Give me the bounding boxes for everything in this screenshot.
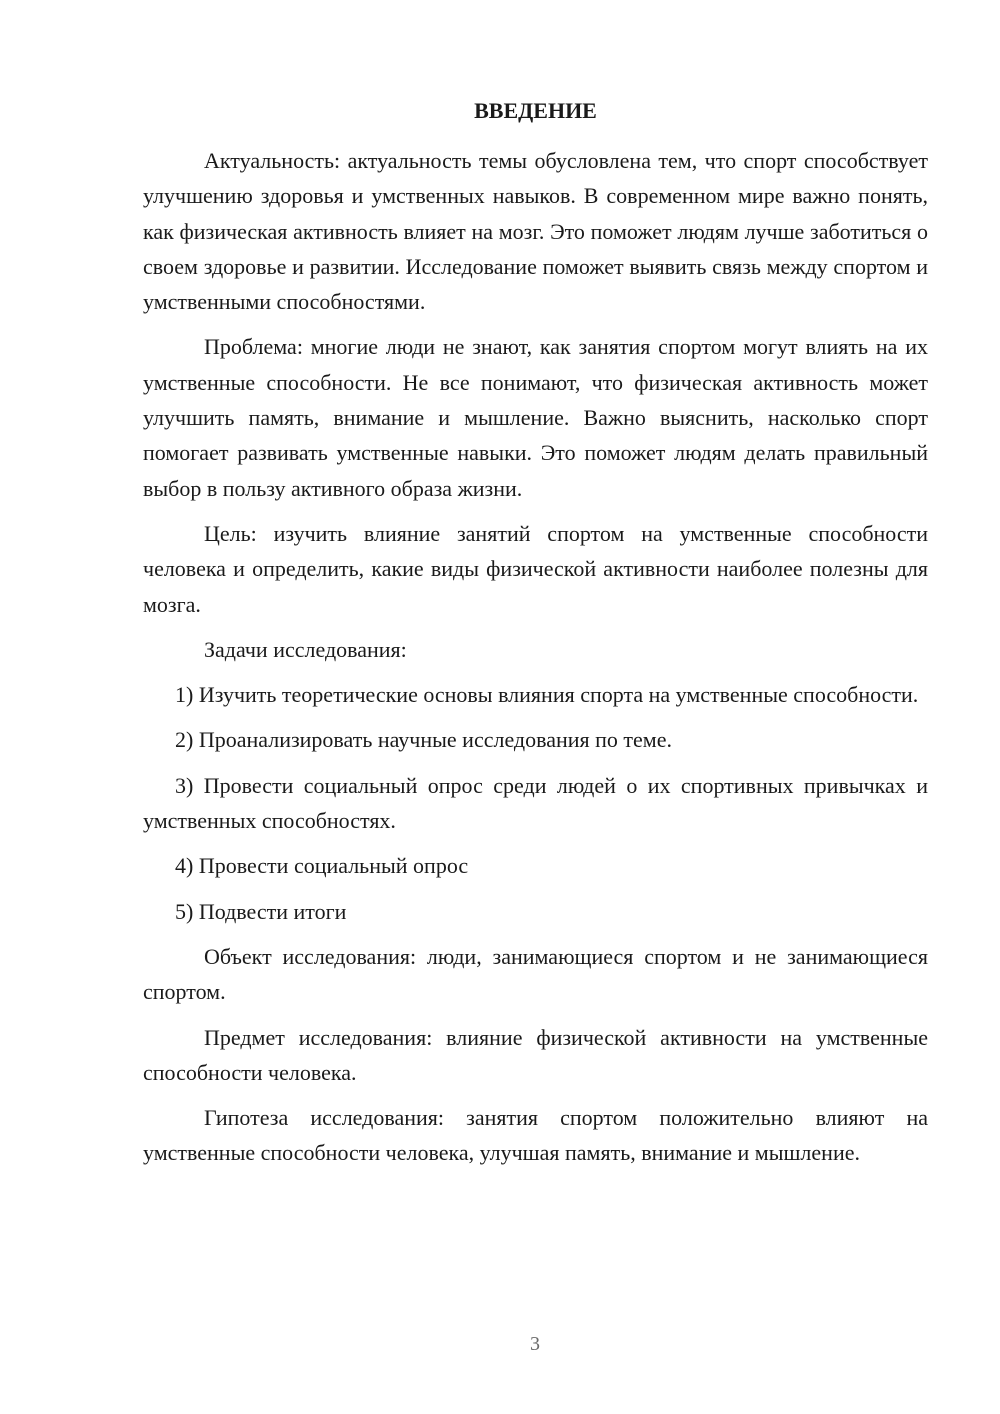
page-number: 3 [530,1333,540,1355]
task-item: 5) Подвести итоги [175,898,347,924]
page-title: ВВЕДЕНИЕ [474,98,597,123]
relevance-paragraph: Актуальность: актуальность темы обусловлена тем, что спорт способствует улучшению здоровья и умственных навыков. В современном мире важно понять, как физическая активность влияет на мозг. Это поможет людям лучше заботиться о своем здоровье и развитии. Исследование поможет выявить связь между спортом и умственными способностями. [143,148,928,315]
object-paragraph: Объект исследования: люди, занимающиеся спортом и не занимающиеся спортом. [143,943,928,1005]
hypothesis-paragraph: Гипотеза исследования: занятия спортом положительно влияют на умственные способности человека, улучшая память, внимание и мышление. [143,1105,928,1166]
subject-paragraph: Предмет исследования: влияние физической активности на умственные способности человека. [143,1024,928,1085]
tasks-list [143,677,928,929]
tasks-heading: Задачи исследования: [204,636,407,662]
task-item: 1) Изучить теоретические основы влияния спорта на умственные способности. [175,682,919,708]
goal-paragraph: Цель: изучить влияние занятий спортом на умственные способности человека и определить, какие виды физической активности наиболее полезны для мозга. [143,520,928,617]
task-item: 2) Проанализировать научные исследования по теме. [175,727,672,753]
document-page [143,94,928,1181]
problem-paragraph: Проблема: многие люди не знают, как занятия спортом могут влиять на их умственные способности. Не все понимают, что физическая активность может улучшить память, внимание и мышление. Важно выяснить, насколько спорт помогает развивать умственные навыки. Это поможет людям делать правильный выбор в пользу активного образа жизни. [143,334,928,501]
task-item: 3) Провести социальный опрос среди людей о их спортивных привычках и умственных способностях. [143,772,928,834]
task-item: 4) Провести социальный опрос [175,853,469,879]
